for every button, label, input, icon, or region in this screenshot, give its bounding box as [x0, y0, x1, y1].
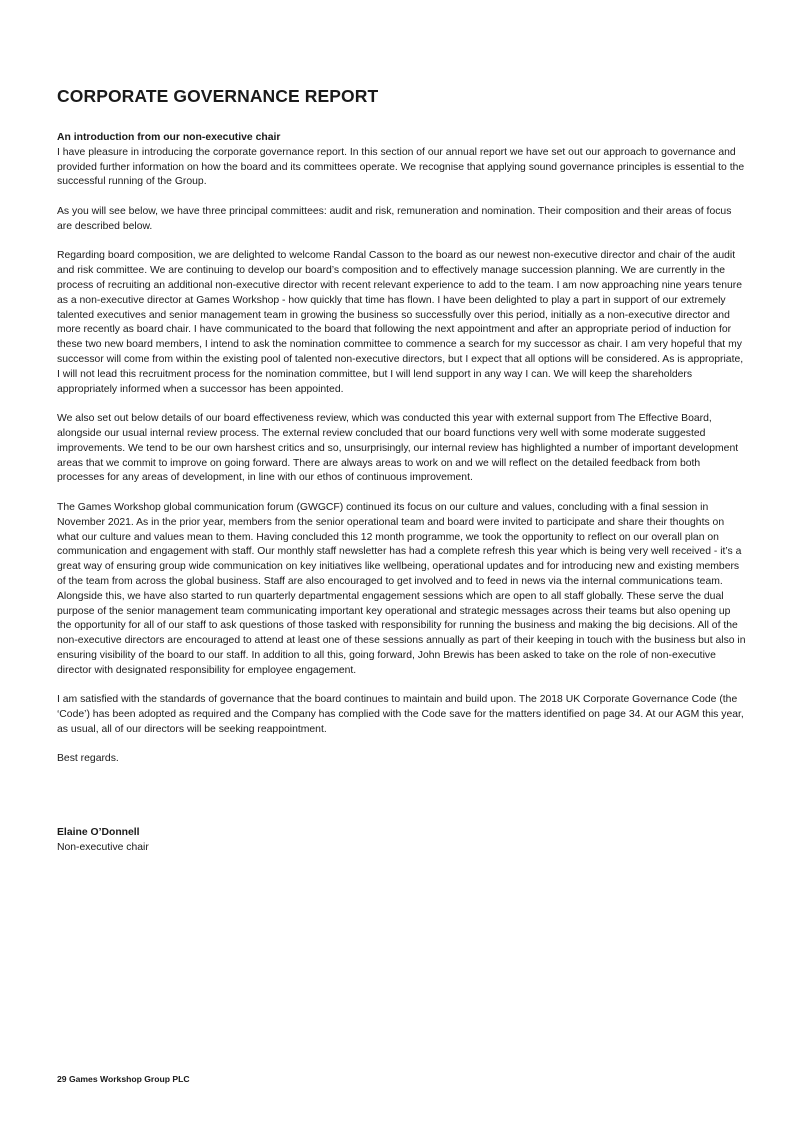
report-body [57, 86, 747, 856]
paragraph-closing: Best regards. [57, 753, 119, 765]
paragraph-committees: As you will see below, we have three principal committees: audit and risk, remuneration and nomination. Their composition and their areas of focus are described below. [57, 205, 732, 232]
paragraph-intro: I have pleasure in introducing the corporate governance report. In this section of our annual report we have set out our approach to governance and provided further information on how the board and its committees operate. We recognise that applying sound governance principles is essential to the successful running of the Group. [57, 146, 745, 188]
paragraph-board-composition: Regarding board composition, we are delighted to welcome Randal Casson to the board as our newest non-executive director and chair of the audit and risk committee. We are continuing to develop our board’s composition and to effectively manage succession planning. We are currently in the process of recruiting an additional non-executive director with recent relevant experience to add to the team. I am now approaching nine years tenure as a non-executive director at Games Workshop - how quickly that time has flown. I have been delighted to play a part in support of our extremely talented executives and senior management team in growing the business so successfully over this period, initially as a non-executive director and more recently as board chair. I have communicated to the board that following the next appointment and after an appropriate period of induction for these two new board members, I intend to ask the nomination committee to commence a search for my successor as chair. I am very hopeful that my successor will come from within the existing pool of talented non-executive directors, but I expect that all options will be considered. As is appropriate, I will not lead this recruitment process for the nomination committee, but I will lend support in any way I can. We will keep the shareholders appropriately informed when a successor has been appointed. [57, 250, 744, 395]
paragraph-governance-code: I am satisfied with the standards of governance that the board continues to maintain and build upon. The 2018 UK Corporate Governance Code (the ‘Code’) has been adopted as required and the Company has complied with the Code save for the matters identified on page 34. At our AGM this year, as usual, all of our directors will be seeking reappointment. [57, 694, 744, 735]
paragraph-effectiveness-review: We also set out below details of our board effectiveness review, which was conducted this year with external support from The Effective Board, alongside our usual internal review process. The external review concluded that our board functions very well with some moderate suggested improvements. We tend to be our own harshest critics and so, unsurprisingly, our internal review has highlighted a number of important development areas that we commit to improve on going forward. There are always areas to work on and we will reflect on the detailed feedback from both processes for any areas of development, in line with our ethos of continuous improvement. [57, 413, 739, 484]
signature-spacer [57, 782, 747, 826]
page-footer: 29 Games Workshop Group PLC [57, 1074, 190, 1084]
page-title: CORPORATE GOVERNANCE REPORT [57, 86, 379, 106]
paragraph-communication-forum: The Games Workshop global communication forum (GWGCF) continued its focus on our culture and values, concluding with a final session in November 2021. As in the prior year, members from the senior operational team and board were invited to participate and share their thoughts on what our culture and values mean to them. Having concluded this 12 month programme, we took the opportunity to reflect on our overall plan on communication and engagement with staff. Our monthly staff newsletter has had a complete refresh this year which is being very well received - it’s a great way of ensuring group wide communication on key initiatives like wellbeing, operational updates and for introducing new and existing members of the team from across the global business. Staff are also encouraged to get involved and to feed in news via the internal communications team. Alongside this, we have also started to run quarterly departmental engagement sessions which are open to all staff globally. These serve the dual purpose of the senior management team communicating important key operational and strategic messages across their teams but also opening up the opportunity for all of our staff to ask questions of those tasked with responsibility for running the business and making the big decisions. All of the non-executive directors are encouraged to attend at least one of these sessions annually as part of their keeping in touch with the business but also in ensuring visibility of the board to our staff. In addition to all this, going forward, John Brewis has been asked to take on the role of non-executive director with designated responsibility for employee engagement. [57, 501, 746, 676]
signature-role: Non-executive chair [57, 841, 149, 853]
intro-heading: An introduction from our non-executive chair [57, 132, 281, 143]
signature-name: Elaine O’Donnell [57, 827, 140, 839]
